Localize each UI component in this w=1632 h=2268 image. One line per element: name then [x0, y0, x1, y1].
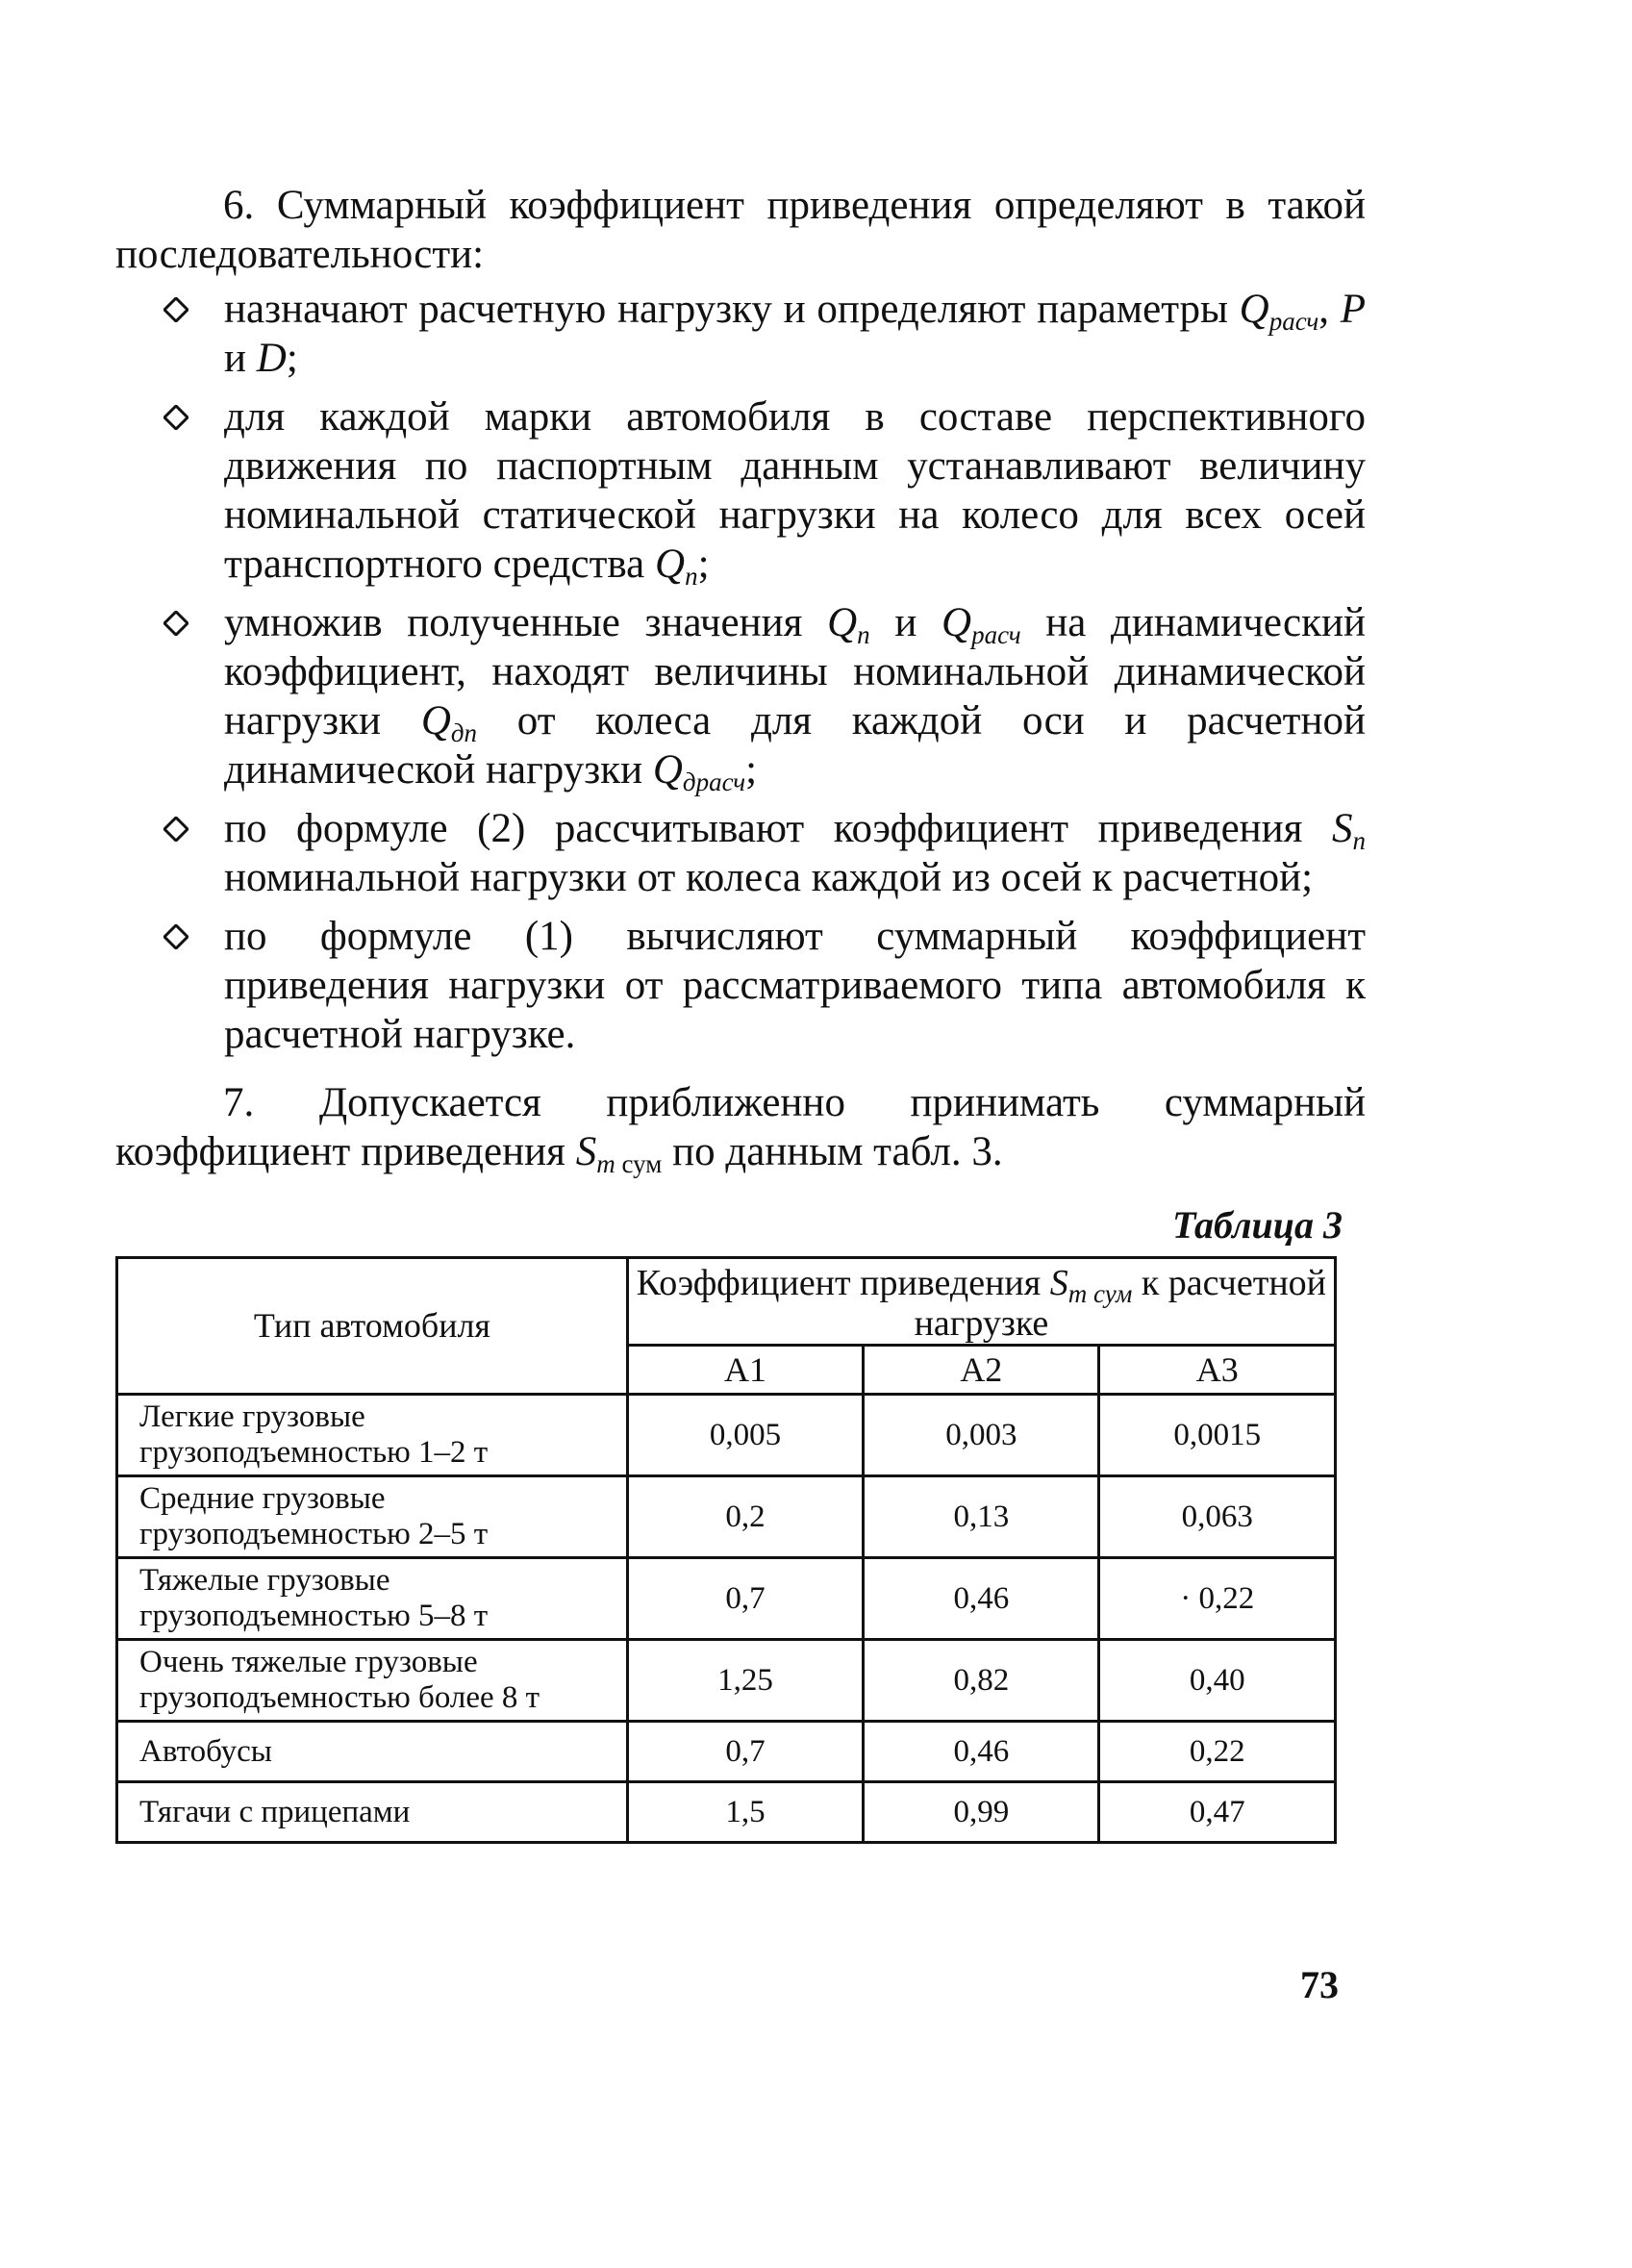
header-coefficient	[627, 1258, 1335, 1346]
symbol-d: D	[256, 336, 287, 381]
symbol-s: S	[1332, 806, 1353, 851]
subscript: расч	[971, 620, 1021, 649]
diamond-bullet-icon	[163, 297, 188, 322]
diamond-bullet-icon	[163, 611, 188, 636]
diamond-bullet-icon	[163, 924, 188, 949]
a3-cell: 0,40	[1099, 1640, 1336, 1722]
text-run: номинальной нагрузки от колеса каждой из осей к расчетной;	[224, 855, 1314, 900]
a2-cell: 0,13	[864, 1476, 1099, 1558]
a3-cell: 0,0015	[1099, 1395, 1336, 1476]
coefficient-table	[115, 1256, 1337, 1844]
text-run: 7. Допускается приближенно принимать суммарный коэффициент приведения	[115, 1080, 1366, 1174]
text-run: ;	[286, 336, 298, 381]
table-row	[117, 1558, 1336, 1640]
body-text	[115, 181, 1366, 1176]
subscript: n	[685, 562, 698, 591]
text-run: Коэффициент приведения	[636, 1263, 1050, 1303]
vehicle-type-cell: Тяжелые грузовые грузоподъемностью 5–8 т	[117, 1558, 628, 1640]
text-run: по данным табл. 3.	[662, 1129, 1003, 1174]
list-item	[115, 598, 1366, 794]
text-run: к расчетной нагрузке	[914, 1263, 1327, 1344]
subscript: дn	[450, 718, 478, 747]
a3-cell: 0,47	[1099, 1782, 1336, 1843]
table-header-row	[117, 1258, 1336, 1346]
table-row	[117, 1782, 1336, 1843]
a3-cell: 0,063	[1099, 1476, 1336, 1558]
a1-cell: 1,5	[627, 1782, 863, 1843]
symbol-q: Q	[827, 600, 858, 645]
text-run: и	[869, 600, 942, 645]
symbol-s: S	[575, 1129, 597, 1174]
paragraph-6-text: 6. Суммарный коэффициент приведения определяют в такой последовательности:	[115, 183, 1366, 277]
list-item	[115, 392, 1366, 589]
subscript: m	[596, 1149, 615, 1178]
subscript: драсч	[682, 768, 746, 796]
procedure-list	[115, 285, 1366, 1059]
vehicle-type-cell: Легкие грузовые грузоподъемностью 1–2 т	[117, 1395, 628, 1476]
symbol-q: Q	[652, 747, 683, 793]
text-run: ;	[697, 542, 710, 587]
text-run: и	[224, 336, 257, 381]
a2-cell: 0,46	[864, 1558, 1099, 1640]
symbol-q: Q	[420, 698, 451, 743]
paragraph-7	[115, 1078, 1366, 1176]
a1-cell: 0,005	[627, 1395, 863, 1476]
paragraph-6	[115, 181, 1366, 279]
list-item	[115, 804, 1366, 902]
a1-cell: 0,7	[627, 1558, 863, 1640]
diamond-bullet-icon	[163, 405, 188, 430]
header-a1: A1	[627, 1346, 863, 1395]
text-run: назначают расчетную нагрузку и определяют параметры	[224, 287, 1240, 332]
vehicle-type-cell: Средние грузовые грузоподъемностью 2–5 т	[117, 1476, 628, 1558]
header-vehicle-type: Тип автомобиля	[117, 1258, 628, 1395]
a1-cell: 0,2	[627, 1476, 863, 1558]
table-row	[117, 1640, 1336, 1722]
diamond-bullet-icon	[163, 817, 188, 842]
subscript: расч	[1268, 307, 1319, 336]
vehicle-type-cell: Тягачи с прицепами	[117, 1782, 628, 1843]
a1-cell: 0,7	[627, 1722, 863, 1782]
subscript: сум	[615, 1149, 663, 1178]
header-a2: A2	[864, 1346, 1099, 1395]
text-run: на динамический коэффициент, находят величины номинальной динамической нагрузки	[224, 600, 1366, 743]
symbol-p: P	[1340, 287, 1366, 332]
page-number: 73	[1300, 1963, 1339, 2006]
subscript: n	[1352, 826, 1366, 855]
vehicle-type-cell: Очень тяжелые грузовые грузоподъемностью более 8 т	[117, 1640, 628, 1722]
table-row	[117, 1476, 1336, 1558]
symbol-q: Q	[942, 600, 972, 645]
a3-cell: 0,22	[1099, 1722, 1336, 1782]
vehicle-type-cell: Автобусы	[117, 1722, 628, 1782]
text-run: ,	[1318, 287, 1341, 332]
header-a3: A3	[1099, 1346, 1336, 1395]
list-item	[115, 912, 1366, 1059]
a2-cell: 0,82	[864, 1640, 1099, 1722]
text-run: по формуле (1) вычисляют суммарный коэффициент приведения нагрузки от рассматриваемого типа автомобиля к расчетной нагрузке.	[224, 914, 1366, 1057]
list-item	[115, 285, 1366, 383]
symbol-q: Q	[655, 542, 686, 587]
table-row	[117, 1722, 1336, 1782]
symbol-q: Q	[1239, 287, 1269, 332]
symbol-s: S	[1049, 1263, 1068, 1303]
a2-cell: 0,99	[864, 1782, 1099, 1843]
subscript: m сум	[1067, 1279, 1133, 1308]
text-run: по формуле (2) рассчитывают коэффициент приведения	[224, 806, 1332, 851]
text-run: от колеса для каждой оси и расчетной динамической нагрузки	[224, 698, 1366, 793]
a2-cell: 0,46	[864, 1722, 1099, 1782]
a1-cell: 1,25	[627, 1640, 863, 1722]
subscript: n	[857, 620, 870, 649]
text-run: для каждой марки автомобиля в составе перспективного движения по паспортным данным устанавливают величину номинальной статической нагрузки на колесо для всех осей транспортного средства	[224, 394, 1366, 587]
text-run: умножив полученные значения	[224, 600, 828, 645]
a3-cell: · 0,22	[1099, 1558, 1336, 1640]
table-row	[117, 1395, 1336, 1476]
text-run: ;	[745, 747, 758, 793]
table-caption: Таблица 3	[1172, 1203, 1343, 1247]
a2-cell: 0,003	[864, 1395, 1099, 1476]
